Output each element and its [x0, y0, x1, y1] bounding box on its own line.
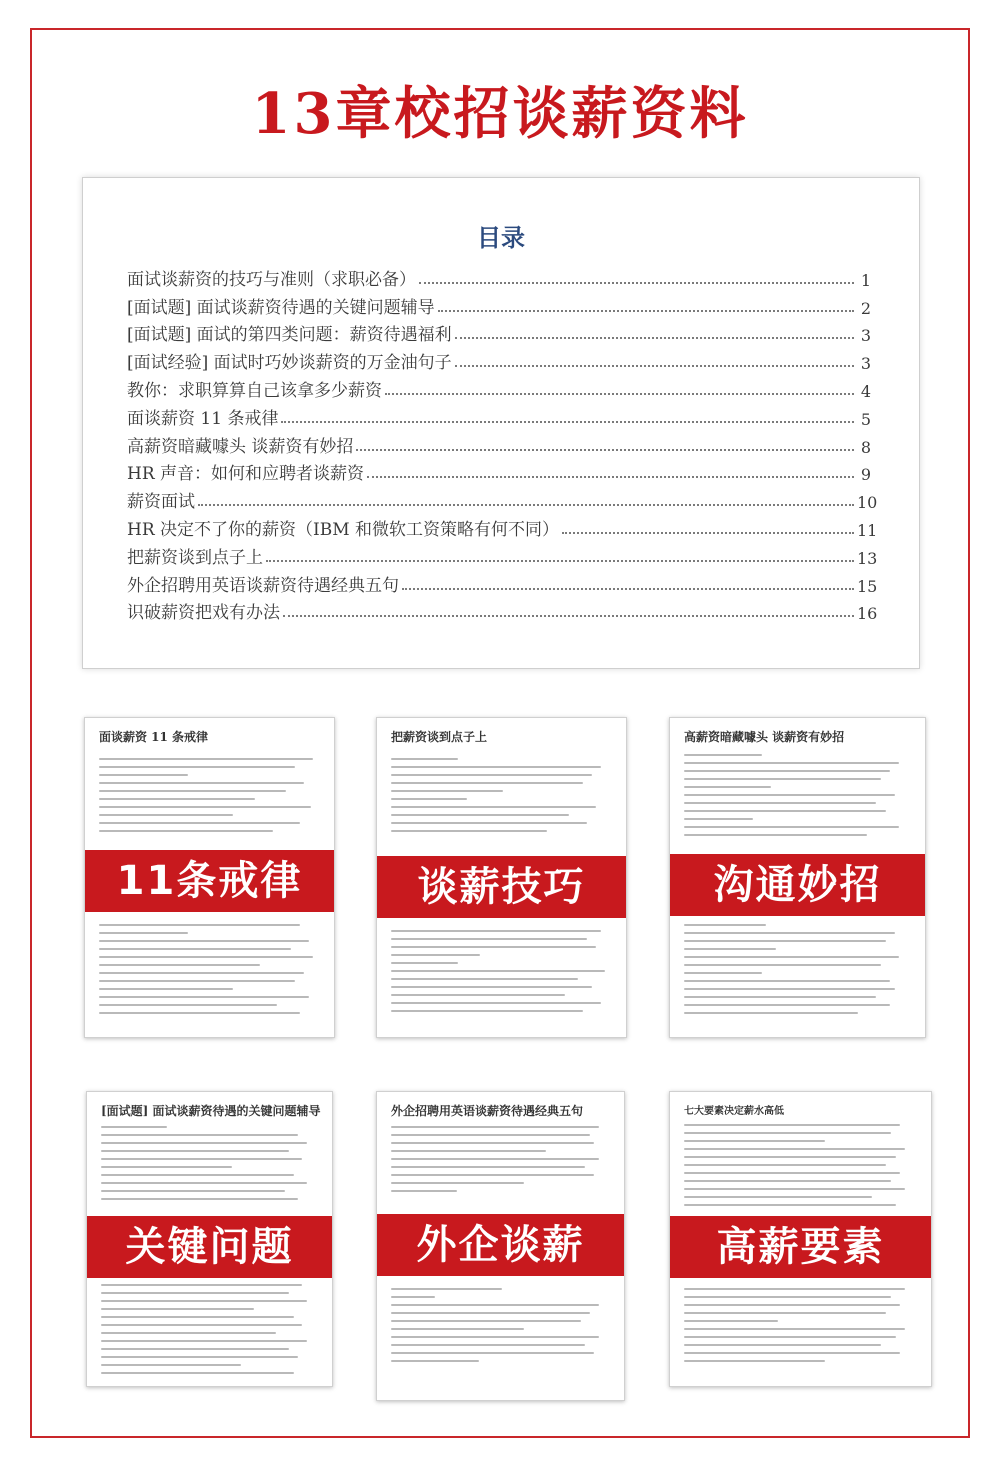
thumbnail-text-lines	[391, 1126, 612, 1198]
toc-item-text: HR 决定不了你的薪资（IBM 和微软工资策略有何不同）	[127, 519, 560, 540]
toc-heading: 目录	[477, 223, 525, 252]
main-title: 13章校招谈薪资料	[251, 81, 749, 147]
thumbnail-page[interactable]	[86, 1091, 333, 1387]
thumbnail-text-lines	[684, 1288, 919, 1368]
toc-item-page: 4	[860, 381, 871, 401]
toc-item[interactable]	[127, 262, 871, 290]
toc-leader	[438, 310, 854, 312]
thumbnail-page[interactable]	[376, 717, 627, 1038]
toc-list	[127, 262, 878, 624]
thumbnail-text-lines	[684, 924, 913, 1020]
toc-item[interactable]	[127, 345, 871, 373]
toc-item[interactable]	[127, 512, 878, 540]
toc-item-page: 16	[857, 604, 878, 624]
toc-leader	[419, 282, 854, 284]
toc-item-text: 识破薪资把戏有办法	[127, 603, 280, 624]
thumbnail-title: [面试题] 面试谈薪资待遇的关键问题辅导	[101, 1104, 321, 1118]
thumbnail-text-lines	[684, 754, 913, 842]
toc-leader	[367, 476, 854, 478]
thumbnail-banner: 关键问题	[87, 1216, 332, 1278]
thumbnail-text-lines	[684, 1124, 919, 1212]
toc-item-text: 面试谈薪资的技巧与准则（求职必备）	[127, 269, 416, 290]
toc-item-page: 5	[860, 409, 871, 429]
thumbnail-title: 七大要素决定薪水高低	[684, 1106, 784, 1117]
toc-leader	[266, 560, 854, 562]
toc-leader	[562, 532, 854, 534]
toc-item-page: 10	[857, 493, 878, 513]
toc-leader	[385, 393, 854, 395]
toc-item-text: [面试经验] 面试时巧妙谈薪资的万金油句子	[127, 353, 452, 374]
toc-item-page: 8	[860, 437, 871, 457]
toc-leader	[283, 615, 854, 617]
toc-leader	[455, 337, 854, 339]
toc-item[interactable]	[127, 373, 871, 401]
toc-item[interactable]	[127, 540, 878, 568]
thumbnail-page[interactable]	[376, 1091, 625, 1401]
thumbnail-text-lines	[101, 1126, 320, 1206]
toc-item[interactable]	[127, 290, 871, 318]
toc-card	[82, 177, 920, 669]
thumbnail-banner: 谈薪技巧	[377, 856, 626, 918]
thumbnail-text-lines	[99, 758, 322, 838]
toc-leader	[356, 449, 854, 451]
thumbnail-title: 把薪资谈到点子上	[391, 730, 488, 744]
toc-item-text: 教你：求职算算自己该拿多少薪资	[127, 380, 382, 401]
toc-item-text: 外企招聘用英语谈薪资待遇经典五句	[127, 575, 399, 596]
toc-item-page: 3	[860, 326, 871, 346]
toc-item-text: 高薪资暗藏噱头 谈薪资有妙招	[127, 436, 354, 457]
toc-leader	[198, 504, 854, 506]
toc-item[interactable]	[127, 457, 871, 485]
thumbnail-title: 高薪资暗藏噱头 谈薪资有妙招	[684, 730, 845, 744]
thumbnail-banner: 高薪要素	[670, 1216, 931, 1278]
toc-item[interactable]	[127, 429, 871, 457]
thumbnail-text-lines	[391, 758, 614, 838]
thumbnail-page[interactable]	[669, 717, 926, 1038]
toc-item-page: 15	[857, 576, 878, 596]
toc-item-text: [面试题] 面试的第四类问题：薪资待遇福利	[127, 325, 452, 346]
toc-item-text: 面谈薪资 11 条戒律	[127, 408, 279, 429]
thumbnail-text-lines	[101, 1284, 320, 1380]
toc-item[interactable]	[127, 401, 871, 429]
thumbnail-title: 外企招聘用英语谈薪资待遇经典五句	[391, 1104, 584, 1118]
toc-item[interactable]	[127, 596, 878, 624]
thumbnail-text-lines	[99, 924, 322, 1020]
toc-item-text: 把薪资谈到点子上	[127, 547, 263, 568]
toc-item-page: 3	[860, 354, 871, 374]
thumbnail-banner: 11条戒律	[85, 850, 334, 912]
thumbnail-title: 面谈薪资 11 条戒律	[99, 730, 209, 744]
thumbnail-page[interactable]	[669, 1091, 932, 1387]
thumbnail-text-lines	[391, 930, 614, 1018]
toc-leader	[455, 365, 854, 367]
toc-item-text: 薪资面试	[127, 492, 195, 513]
toc-item-page: 1	[860, 270, 871, 290]
toc-item[interactable]	[127, 568, 878, 596]
thumbnail-text-lines	[391, 1288, 612, 1368]
thumbnail-page[interactable]	[84, 717, 335, 1038]
toc-item[interactable]	[127, 318, 871, 346]
toc-item-page: 11	[857, 520, 878, 540]
toc-item[interactable]	[127, 484, 878, 513]
toc-item-text: HR 声音：如何和应聘者谈薪资	[127, 464, 365, 485]
toc-leader	[281, 421, 854, 423]
toc-item-page: 13	[857, 548, 878, 568]
thumbnail-banner: 外企谈薪	[377, 1214, 624, 1276]
toc-leader	[402, 588, 854, 590]
thumbnail-banner: 沟通妙招	[670, 854, 925, 916]
toc-item-text: [面试题] 面试谈薪资待遇的关键问题辅导	[127, 297, 435, 318]
toc-item-page: 9	[860, 465, 871, 485]
toc-item-page: 2	[860, 298, 871, 318]
